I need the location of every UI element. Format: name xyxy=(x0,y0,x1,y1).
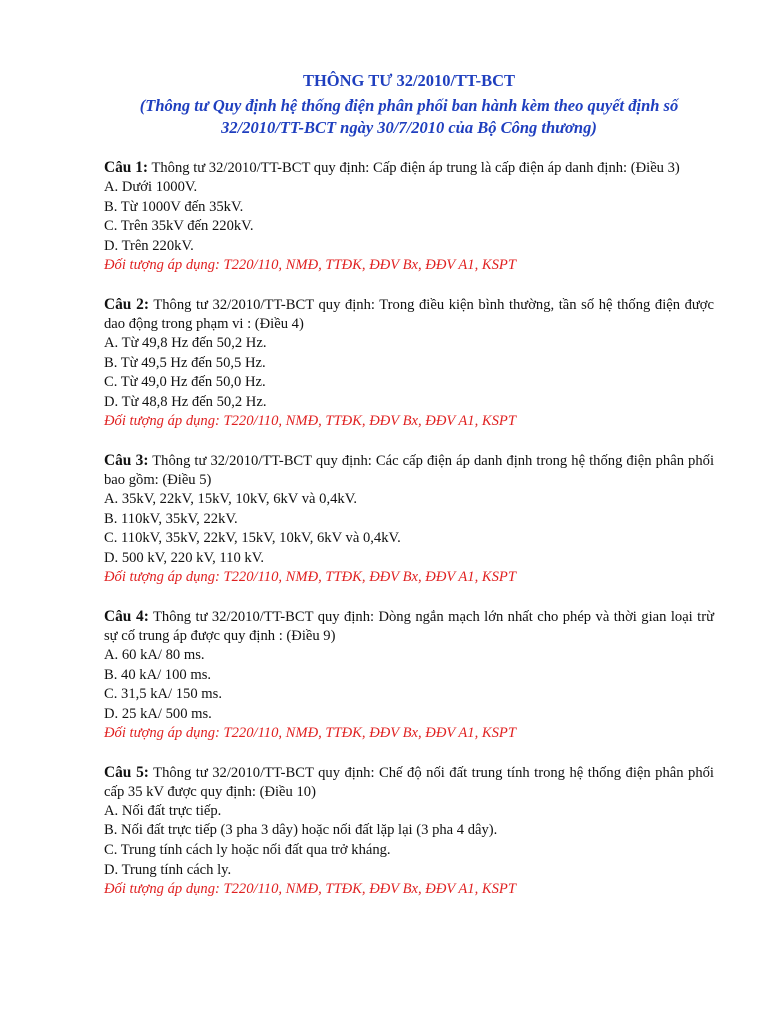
applies-to: Đối tượng áp dụng: T220/110, NMĐ, TTĐK, ĐĐV Bx, ĐĐV A1, KSPT xyxy=(104,257,516,274)
applies-to: Đối tượng áp dụng: T220/110, NMĐ, TTĐK, ĐĐV Bx, ĐĐV A1, KSPT xyxy=(104,725,516,742)
option-d: D. Từ 48,8 Hz đến 50,2 Hz. xyxy=(104,393,267,410)
question-2 xyxy=(104,295,714,432)
question-5 xyxy=(104,763,714,900)
applies-to: Đối tượng áp dụng: T220/110, NMĐ, TTĐK, ĐĐV Bx, ĐĐV A1, KSPT xyxy=(104,881,516,898)
question-body: Thông tư 32/2010/TT-BCT quy định: Trong điều kiện bình thường, tần số hệ thống điện được dao động trong phạm vi : (Điều 4) xyxy=(104,296,715,332)
option-c: C. 31,5 kA/ 150 ms. xyxy=(104,686,222,703)
option-a: A. 35kV, 22kV, 15kV, 10kV, 6kV và 0,4kV. xyxy=(104,490,357,507)
question-body: Thông tư 32/2010/TT-BCT quy định: Dòng ngắn mạch lớn nhất cho phép và thời gian loại trừ sự cố trung áp được quy định : (Điều 9) xyxy=(104,608,714,644)
option-c: C. Trung tính cách ly hoặc nối đất qua trở kháng. xyxy=(104,842,391,859)
document-title: THÔNG TƯ 32/2010/TT-BCT xyxy=(302,71,516,90)
document-subtitle: (Thông tư Quy định hệ thống điện phân phối ban hành kèm theo quyết định số 32/2010/TT-BCT ngày 30/7/2010 của Bộ Công thương) xyxy=(139,96,679,137)
option-a: A. Nối đất trực tiếp. xyxy=(104,802,222,819)
option-c: C. 110kV, 35kV, 22kV, 15kV, 10kV, 6kV và 0,4kV. xyxy=(104,530,401,547)
question-4 xyxy=(104,607,714,744)
question-1 xyxy=(104,158,714,276)
applies-to: Đối tượng áp dụng: T220/110, NMĐ, TTĐK, ĐĐV Bx, ĐĐV A1, KSPT xyxy=(104,569,516,586)
option-b: B. Từ 1000V đến 35kV. xyxy=(104,198,244,215)
option-b: B. 110kV, 35kV, 22kV. xyxy=(104,510,238,527)
option-d: D. Trung tính cách ly. xyxy=(104,861,232,878)
option-d: D. 500 kV, 220 kV, 110 kV. xyxy=(104,549,265,566)
option-d: D. 25 kA/ 500 ms. xyxy=(104,705,212,722)
question-number: Câu 4: xyxy=(104,607,149,625)
option-a: A. Dưới 1000V. xyxy=(104,179,198,195)
question-text xyxy=(104,607,714,646)
question-3 xyxy=(104,451,714,588)
question-number: Câu 3: xyxy=(104,451,149,469)
option-b: B. Nối đất trực tiếp (3 pha 3 dây) hoặc nối đất lặp lại (3 pha 4 dây). xyxy=(104,822,498,839)
question-number: Câu 2: xyxy=(104,295,149,313)
question-number: Câu 1: xyxy=(104,159,149,176)
option-c: C. Từ 49,0 Hz đến 50,0 Hz. xyxy=(104,374,266,391)
option-a: A. 60 kA/ 80 ms. xyxy=(104,646,205,663)
option-b: B. Từ 49,5 Hz đến 50,5 Hz. xyxy=(104,354,266,371)
option-c: C. Trên 35kV đến 220kV. xyxy=(104,218,254,235)
question-number: Câu 5: xyxy=(104,763,149,781)
question-body: Thông tư 32/2010/TT-BCT quy định: Chế độ nối đất trung tính trong hệ thống điện phân phối cấp 35 kV được quy định: (Điều 10) xyxy=(104,764,714,800)
question-text xyxy=(104,158,714,178)
option-d: D. Trên 220kV. xyxy=(104,237,194,254)
question-body: Thông tư 32/2010/TT-BCT quy định: Các cấp điện áp danh định trong hệ thống điện phân phối bao gồm: (Điều 5) xyxy=(104,452,714,488)
option-b: B. 40 kA/ 100 ms. xyxy=(104,666,212,683)
question-text xyxy=(104,295,714,334)
option-a: A. Từ 49,8 Hz đến 50,2 Hz. xyxy=(104,334,267,351)
question-body: Thông tư 32/2010/TT-BCT quy định: Cấp điện áp trung là cấp điện áp danh định: (Điều 3) xyxy=(151,160,680,176)
applies-to: Đối tượng áp dụng: T220/110, NMĐ, TTĐK, ĐĐV Bx, ĐĐV A1, KSPT xyxy=(104,413,516,430)
question-text xyxy=(104,763,714,802)
question-text xyxy=(104,451,714,490)
